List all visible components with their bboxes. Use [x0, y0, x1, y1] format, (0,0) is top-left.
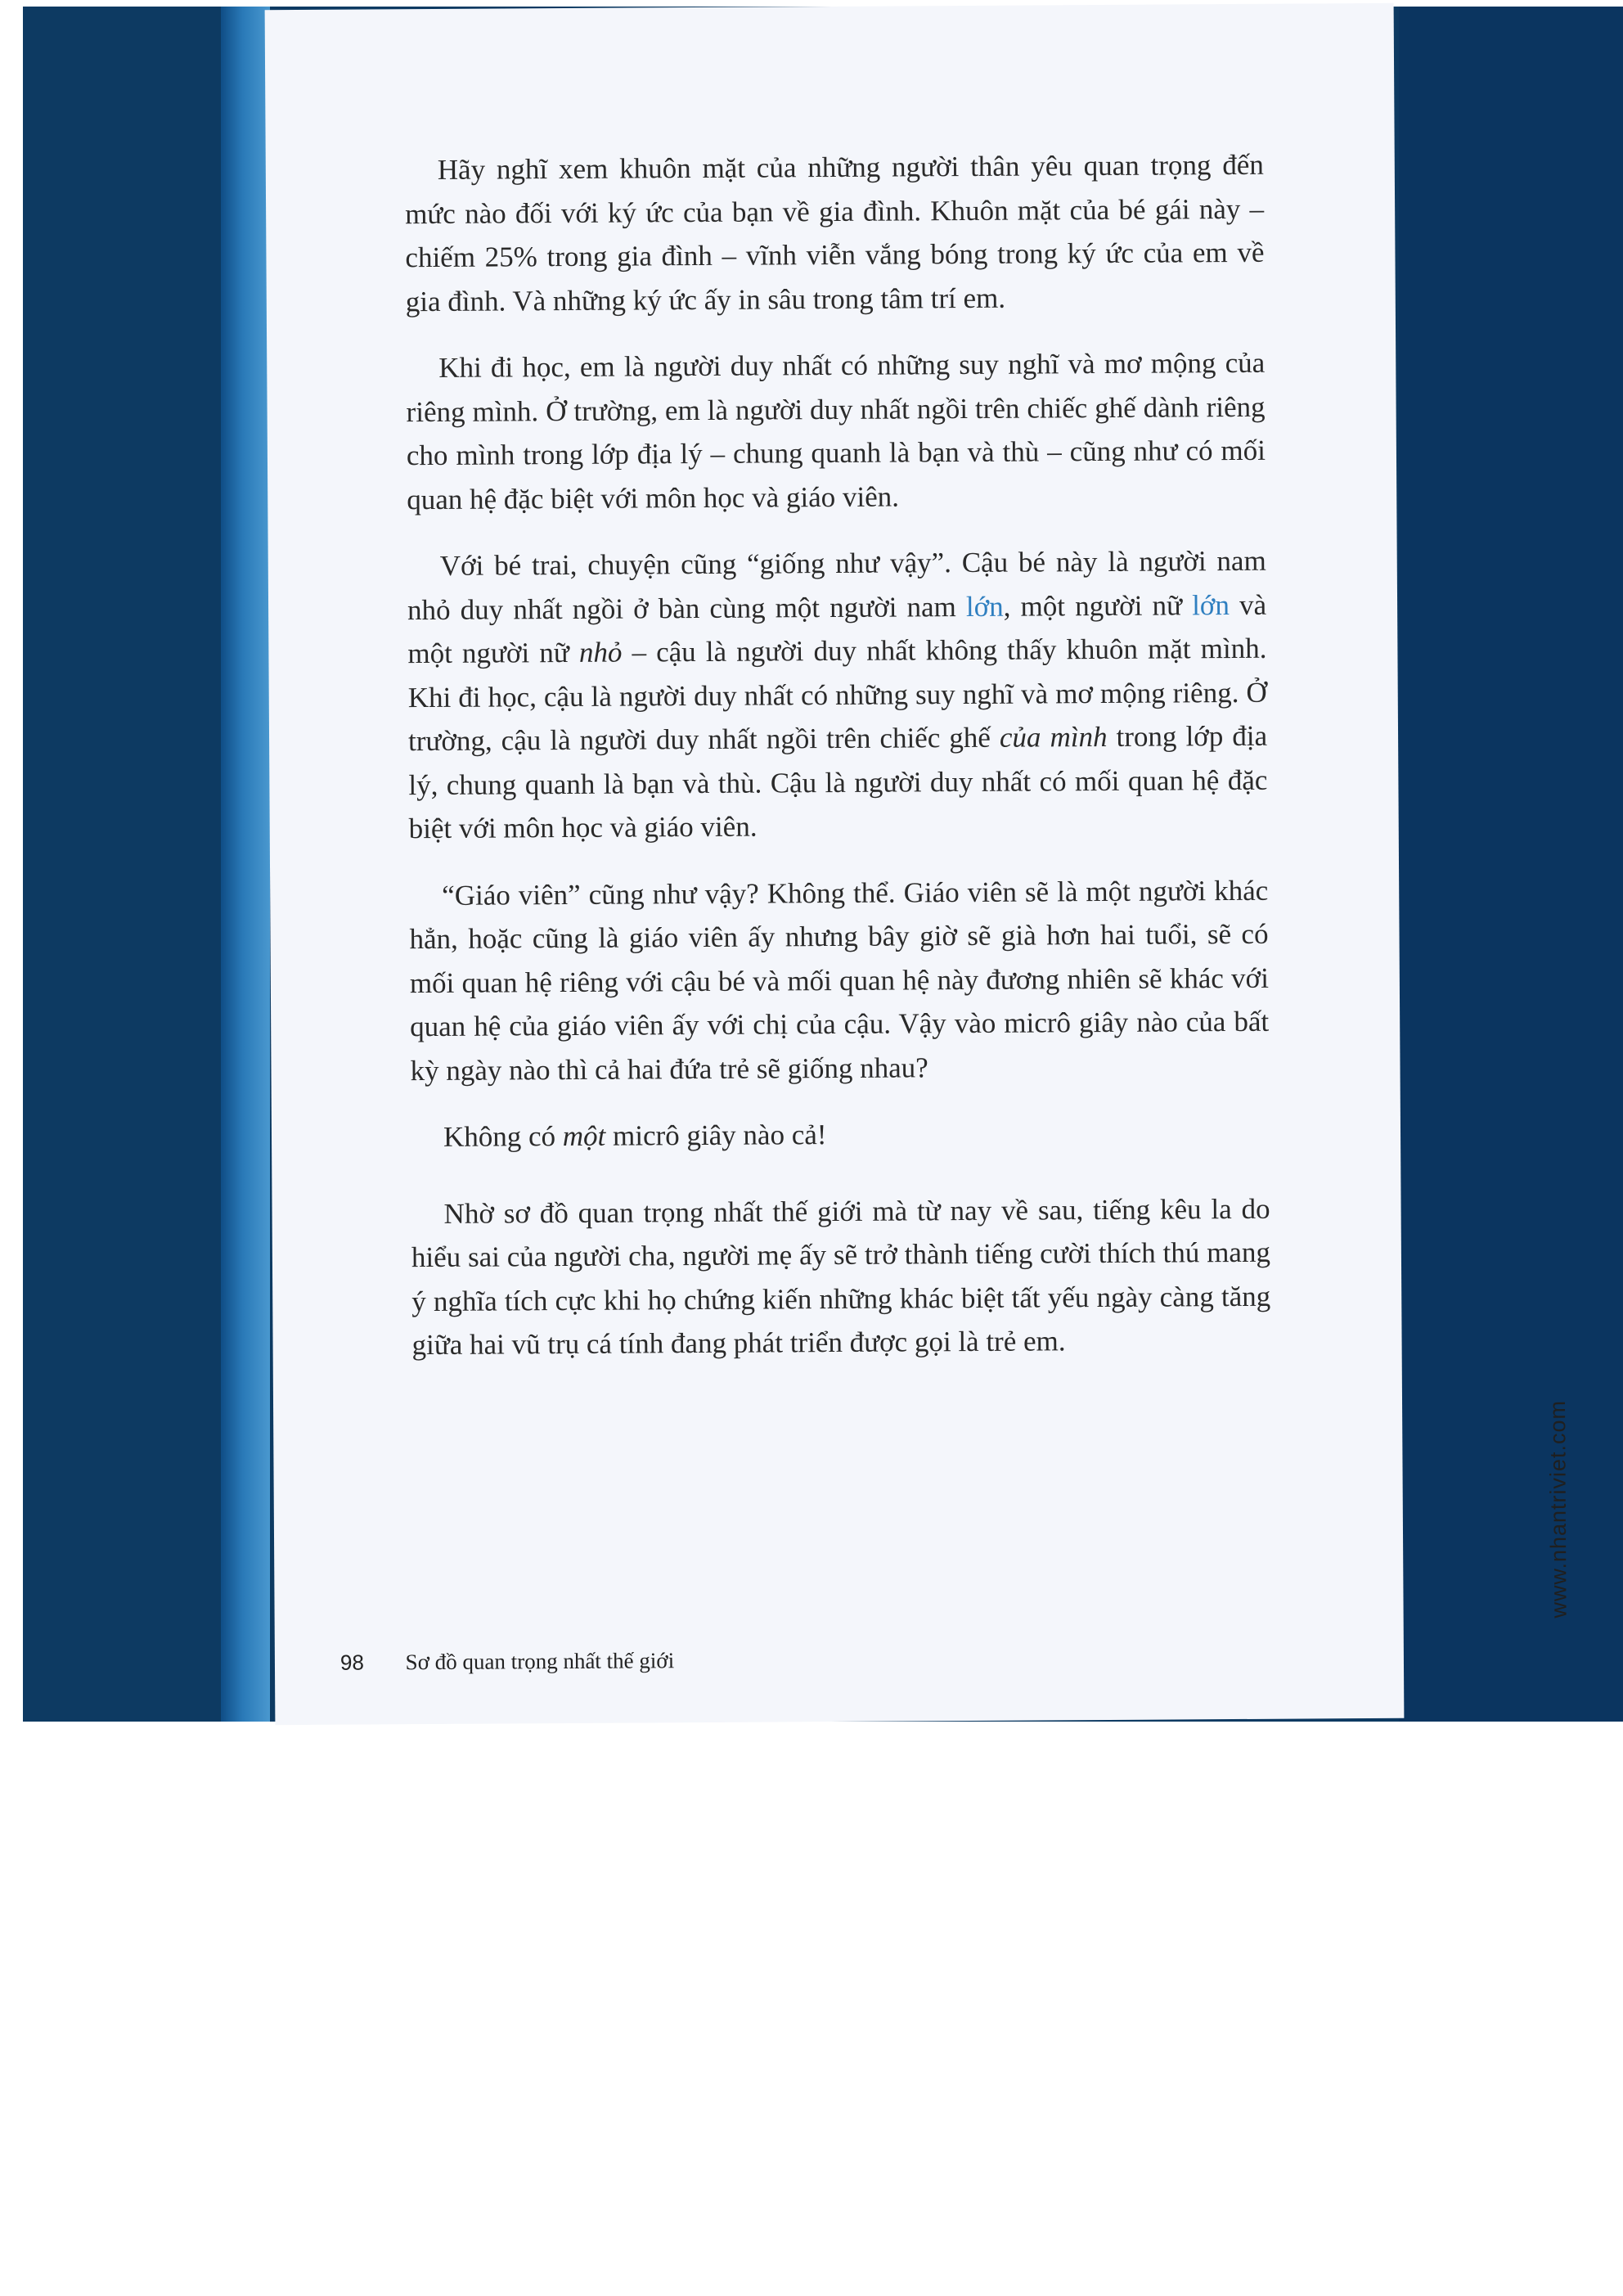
paragraph: [405, 143, 1265, 323]
emphasis-ital: một: [562, 1119, 606, 1153]
book-page: [265, 3, 1571, 1725]
paragraph-text: “Giáo viên” cũng như vậy? Không thể. Giáo viên sẽ là một người khác hẳn, hoặc cũng là giáo viên ấy nhưng bây giờ sẽ già hơn hai tuổi, sẽ có mối quan hệ riêng với cậu bé và mối quan hệ này đương nhiên sẽ khác với quan hệ của giáo viên ấy với chị của cậu. Vậy vào micrô giây nào của bất kỳ ngày nào thì cả hai đứa trẻ sẽ giống nhau?: [409, 874, 1270, 1087]
paragraph: [407, 539, 1268, 851]
paragraph: [406, 341, 1266, 521]
page-footer: [340, 1648, 674, 1675]
paragraph-text: , một người nữ: [1003, 588, 1193, 623]
emphasis-blue: lớn: [965, 590, 1004, 623]
paragraph: [409, 868, 1270, 1092]
page-number: 98: [339, 1650, 364, 1675]
paragraph: [411, 1186, 1270, 1366]
emphasis-blue: lớn: [1192, 588, 1230, 621]
paragraph-text: Với bé trai, chuyện cũng “giống như vậy”. Cậu bé này là người nam nhỏ duy nhất ngồi ở bàn cùng một người nam: [407, 544, 1266, 626]
paragraph-text: Không có: [443, 1120, 563, 1153]
page-edge-stripe: [221, 7, 270, 1722]
body-text: [405, 143, 1271, 1390]
paragraph-text: Khi đi học, em là người duy nhất có những suy nghĩ và mơ mộng của riêng mình. Ở trường, em là người duy nhất ngồi trên chiếc ghế dành riêng cho mình trong lớp địa lý – chung quanh là bạn và thù – cũng như có mối quan hệ đặc biệt với môn học và giáo viên.: [406, 346, 1266, 515]
watermark-url: www.nhantriviet.com: [1545, 1399, 1571, 1618]
paragraph-text: micrô giây nào cả!: [605, 1119, 827, 1152]
right-cover-band: [1399, 7, 1623, 1722]
emphasis-ital: của mình: [999, 720, 1108, 754]
paragraph-text: Nhờ sơ đồ quan trọng nhất thế giới mà từ nay về sau, tiếng kêu la do hiểu sai của người cha, người mẹ ấy sẽ trở thành tiếng cười thích thú mang ý nghĩa tích cực khi họ chứng kiến những khác biệt tất yếu ngày càng tăng giữa hai vũ trụ cá tính đang phát triển được gọi là trẻ em.: [411, 1192, 1271, 1362]
paragraph-text: trong lớp địa lý, chung quanh là bạn và thù. Cậu là người duy nhất có mối quan hệ đặc biệt với môn học và giáo viên.: [408, 719, 1268, 845]
emphasis-ital: nhỏ: [578, 636, 623, 669]
paragraph: [411, 1110, 1270, 1159]
running-title: Sơ đồ quan trọng nhất thế giới: [405, 1648, 675, 1675]
paragraph-text: – cậu là người duy nhất không thấy khuôn mặt mình. Khi đi học, cậu là người duy nhất có những suy nghĩ và mơ mộng riêng. Ở trường, cậu là người duy nhất ngồi trên chiếc ghế: [407, 632, 1267, 758]
paragraph-text: và một người nữ: [407, 588, 1267, 670]
paragraph-text: Hãy nghĩ xem khuôn mặt của những người thân yêu quan trọng đến mức nào đối với ký ức của bạn về gia đình. Khuôn mặt của bé gái này – chiếm 25% trong gia đình – vĩnh viễn vắng bóng trong ký ức của em về gia đình. Và những ký ức ấy in sâu trong tâm trí em.: [405, 148, 1265, 317]
